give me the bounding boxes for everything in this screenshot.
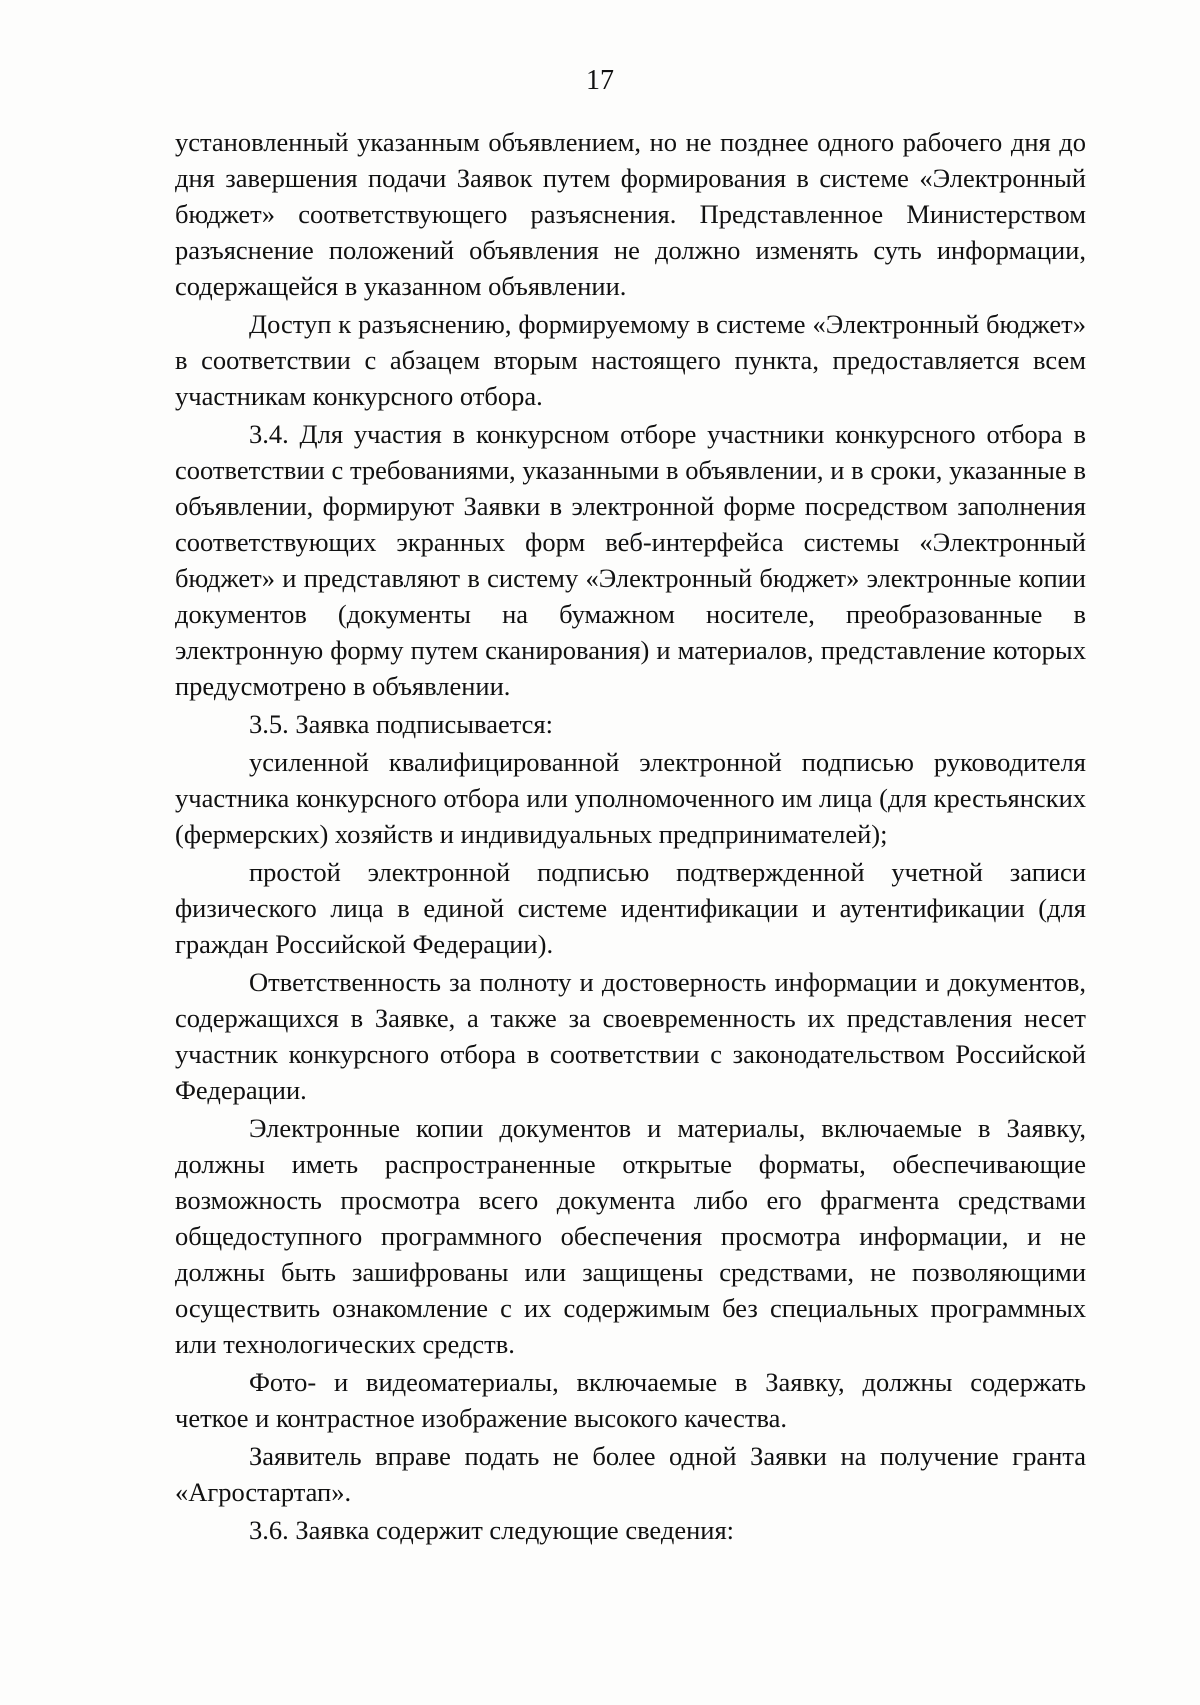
paragraph: 3.5. Заявка подписывается: bbox=[249, 709, 553, 739]
document-body bbox=[175, 124, 1086, 1548]
paragraph: 3.4. Для участия в конкурсном отборе участники конкурсного отбора в соответствии с требованиями, указанными в объявлении, и в сроки, указанные в объявлении, формируют Заявки в электронной форме посредством заполнения соответствующих экранных форм веб-интерфейса системы «Электронный бюджет» и представляют в систему «Электронный бюджет» электронные копии документов (документы на бумажном носителе, преобразованные в электронную форму путем сканирования) и материалов, представление которых предусмотрено в объявлении. bbox=[175, 419, 1086, 701]
paragraph: простой электронной подписью подтвержденной учетной записи физического лица в единой системе идентификации и аутентификации (для граждан Российской Федерации). bbox=[175, 857, 1086, 959]
paragraph: усиленной квалифицированной электронной подписью руководителя участника конкурсного отбора или уполномоченного им лица (для крестьянских (фермерских) хозяйств и индивидуальных предпринимателей); bbox=[175, 747, 1086, 849]
paragraph: Заявитель вправе подать не более одной Заявки на получение гранта «Агростартап». bbox=[175, 1441, 1086, 1507]
paragraph: Электронные копии документов и материалы, включаемые в Заявку, должны иметь распространенные открытые форматы, обеспечивающие возможность просмотра всего документа либо его фрагмента средствами общедоступного программного обеспечения просмотра информации, и не должны быть зашифрованы или защищены средствами, не позволяющими осуществить ознакомление с их содержимым без специальных программных или технологических средств. bbox=[175, 1113, 1086, 1359]
paragraph: установленный указанным объявлением, но не позднее одного рабочего дня до дня завершения подачи Заявок путем формирования в системе «Электронный бюджет» соответствующего разъяснения. Представленное Министерством разъяснение положений объявления не должно изменять суть информации, содержащейся в указанном объявлении. bbox=[175, 127, 1086, 301]
paragraph: 3.6. Заявка содержит следующие сведения: bbox=[249, 1515, 735, 1545]
paragraph: Доступ к разъяснению, формируемому в системе «Электронный бюджет» в соответствии с абзацем вторым настоящего пункта, предоставляется всем участникам конкурсного отбора. bbox=[175, 309, 1086, 411]
paragraph: Фото- и видеоматериалы, включаемые в Заявку, должны содержать четкое и контрастное изображение высокого качества. bbox=[175, 1367, 1086, 1433]
paragraph: Ответственность за полноту и достоверность информации и документов, содержащихся в Заявке, а также за своевременность их представления несет участник конкурсного отбора в соответствии с законодательством Российской Федерации. bbox=[175, 967, 1086, 1105]
page-number: 17 bbox=[586, 65, 614, 96]
